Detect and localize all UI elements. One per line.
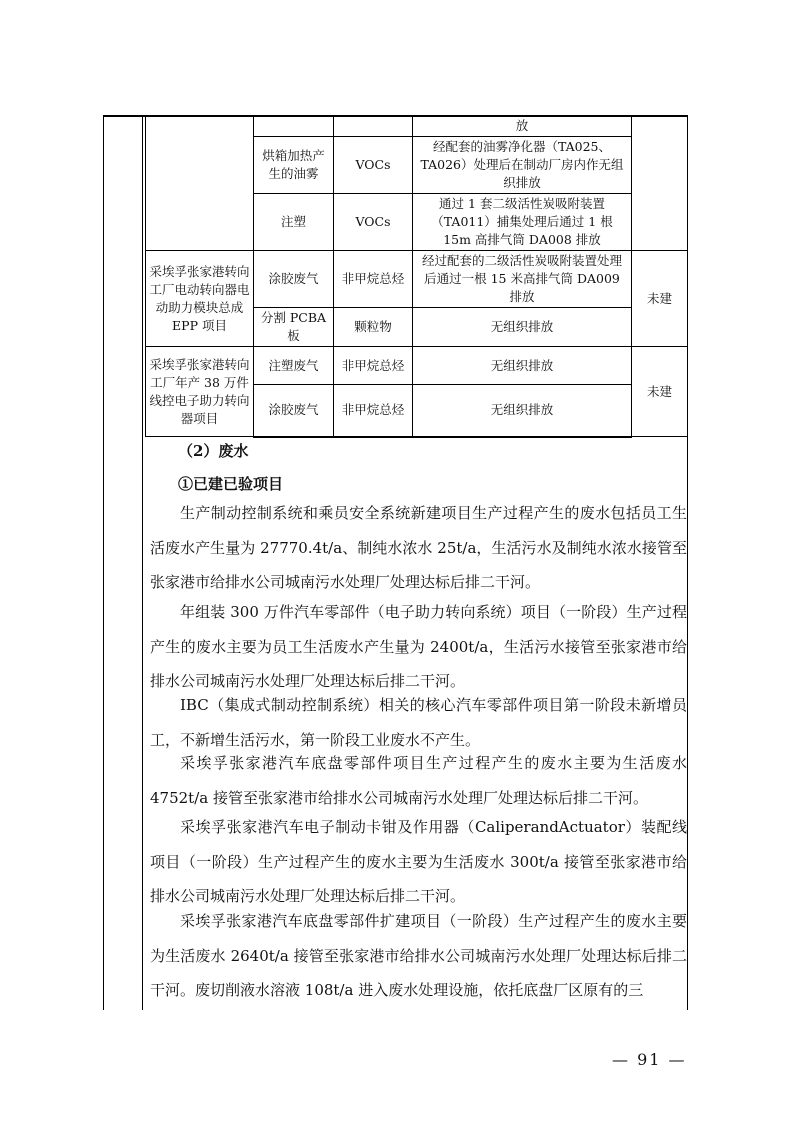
status-cell: [632, 116, 688, 251]
source-cell: 分割 PCBA 板: [254, 308, 334, 347]
measure-cell: 无组织排放: [413, 347, 632, 385]
measure-cell: 经配套的油雾净化器（TA025、TA026）处理后在制动厂房内作无组织排放: [413, 137, 632, 194]
pollutant-cell: VOCs: [334, 137, 413, 194]
status-cell: 未建: [632, 251, 688, 347]
pollutant-cell: 非甲烷总烃: [334, 385, 413, 437]
paragraph: 采埃孚张家港汽车底盘零部件项目生产过程产生的废水主要为生活废水 4752t/a 接管至张家港市给排水公司城南污水处理厂处理达标后排二干河。: [150, 754, 687, 807]
source-cell: 涂胶废气: [254, 251, 334, 308]
measure-cell: 放: [413, 116, 632, 137]
table-row: [146, 347, 688, 385]
source-cell: 注塑废气: [254, 347, 334, 385]
measure-cell: 无组织排放: [413, 385, 632, 437]
section-subheading: ①已建已验项目: [178, 475, 284, 493]
project-cell: 采埃孚张家港转向工厂年产 38 万件线控电子助力转向器项目: [146, 347, 254, 437]
status-cell: 未建: [632, 347, 688, 437]
paragraph: 生产制动控制系统和乘员安全系统新建项目生产过程产生的废水包括员工生活废水产生量为 27770.4t/a、制纯水浓水 25t/a，生活污水及制纯水浓水接管至张家港市给排水公司城南污水处理厂处理达标后排二干河。: [150, 504, 687, 591]
frame-inner-left-line: [142, 115, 143, 1010]
pollutant-cell: 颗粒物: [334, 308, 413, 347]
emission-table: [145, 116, 688, 438]
pollutant-cell: 非甲烷总烃: [334, 251, 413, 308]
measure-cell: 通过 1 套二级活性炭吸附装置（TA011）捕集处理后通过 1 根 15m 高排气筒 DA008 排放: [413, 194, 632, 251]
paragraph: 采埃孚张家港汽车电子制动卡钳及作用器（CaliperandActuator）装配线项目（一阶段）生产过程产生的废水主要为生活废水 300t/a 接管至张家港市给排水公司城南污水处理厂处理达标后排二干河。: [150, 818, 687, 905]
paragraph: 年组装 300 万件汽车零部件（电子助力转向系统）项目（一阶段）生产过程产生的废水主要为员工生活废水产生量为 2400t/a，生活污水接管至张家港市给排水公司城南污水处理厂处理达标后排二干河。: [150, 603, 687, 690]
measure-cell: 经过配套的二级活性炭吸附装置处理后通过一根 15 米高排气筒 DA009 排放: [413, 251, 632, 308]
project-cell: [146, 116, 254, 251]
table-row: [146, 116, 688, 137]
source-cell: 烘箱加热产生的油雾: [254, 137, 334, 194]
pollutant-cell: [334, 116, 413, 137]
paragraph: IBC（集成式制动控制系统）相关的核心汽车零部件项目第一阶段未新增员工，不新增生活污水，第一阶段工业废水不产生。: [150, 696, 687, 749]
project-cell: 采埃孚张家港转向工厂电动转向器电动助力模块总成 EPP 项目: [146, 251, 254, 347]
frame-left-line: [103, 115, 104, 1010]
table-row: [146, 251, 688, 308]
source-cell: 注塑: [254, 194, 334, 251]
section-heading: （2）废水: [178, 442, 249, 460]
paragraph: 采埃孚张家港汽车底盘零部件扩建项目（一阶段）生产过程产生的废水主要为生活废水 2640t/a 接管至张家港市给排水公司城南污水处理厂处理达标后排二干河。废切削液水溶液 108t/a 进入废水处理设施，依托底盘厂区原有的三: [150, 912, 687, 999]
pollutant-cell: 非甲烷总烃: [334, 347, 413, 385]
pollutant-cell: VOCs: [334, 194, 413, 251]
page-number: — 91 —: [612, 1050, 687, 1069]
source-cell: [254, 116, 334, 137]
source-cell: 涂胶废气: [254, 385, 334, 437]
measure-cell: 无组织排放: [413, 308, 632, 347]
